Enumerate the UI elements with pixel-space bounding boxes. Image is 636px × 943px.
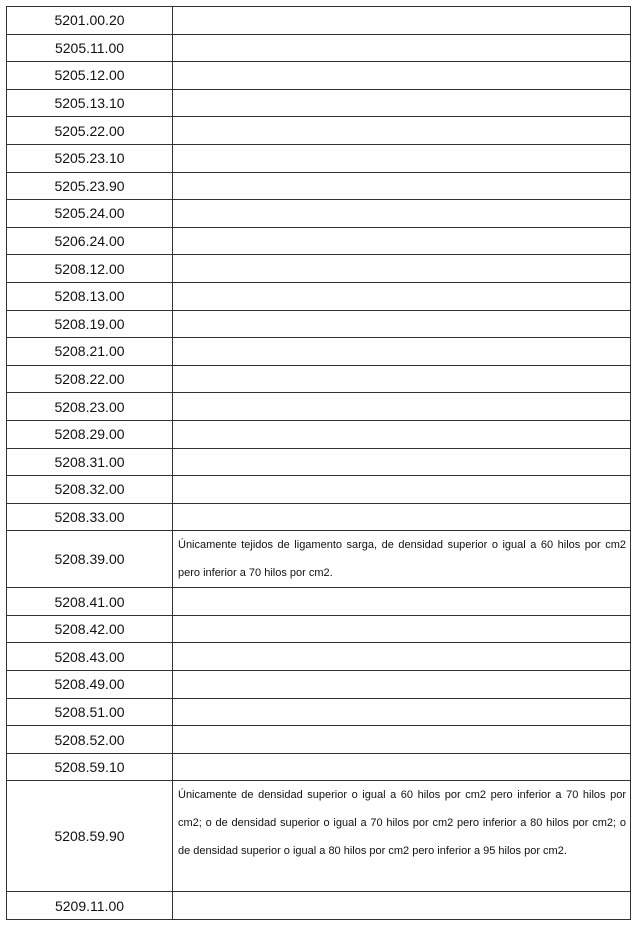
tariff-description: [173, 393, 631, 421]
table-row: [7, 393, 631, 421]
tariff-code: 5205.23.90: [7, 172, 173, 200]
table-row: [7, 89, 631, 117]
table-row: [7, 144, 631, 172]
tariff-description: [173, 117, 631, 145]
tariff-description: [173, 255, 631, 283]
tariff-code: 5208.13.00: [7, 282, 173, 310]
table-row: [7, 588, 631, 616]
table-row: [7, 615, 631, 643]
tariff-code: 5205.12.00: [7, 62, 173, 90]
tariff-description: [173, 643, 631, 671]
tariff-code: 5205.11.00: [7, 34, 173, 62]
table-row: [7, 310, 631, 338]
table-row: [7, 117, 631, 145]
table-row: [7, 255, 631, 283]
table-row: [7, 172, 631, 200]
tariff-description: [173, 615, 631, 643]
table-row: [7, 7, 631, 35]
tariff-code: 5208.22.00: [7, 365, 173, 393]
tariff-description: [173, 310, 631, 338]
tariff-description: Únicamente de densidad superior o igual a 60 hilos por cm2 pero inferior a 70 hilos por cm2; o de densidad superior o igual a 70 hilos por cm2 pero inferior a 80 hilos por cm2; o de densidad superior o igual a 80 hilos por cm2 pero inferior a 95 hilos por cm2.: [173, 781, 631, 892]
tariff-description: [173, 144, 631, 172]
table-row: [7, 892, 631, 920]
tariff-description: [173, 420, 631, 448]
table-row: [7, 282, 631, 310]
table-row: [7, 448, 631, 476]
tariff-description: [173, 726, 631, 754]
tariff-code: 5205.23.10: [7, 144, 173, 172]
table-body: [7, 7, 631, 920]
table-row: [7, 753, 631, 781]
tariff-code: 5205.13.10: [7, 89, 173, 117]
tariff-code: 5209.11.00: [7, 892, 173, 920]
tariff-description: [173, 34, 631, 62]
tariff-description: [173, 200, 631, 228]
tariff-description: Únicamente tejidos de ligamento sarga, de densidad superior o igual a 60 hilos por cm2 pero inferior a 70 hilos por cm2.: [173, 531, 631, 588]
tariff-code: 5208.43.00: [7, 643, 173, 671]
tariff-description: [173, 698, 631, 726]
table-row: [7, 34, 631, 62]
tariff-code: 5208.49.00: [7, 671, 173, 699]
tariff-description: [173, 671, 631, 699]
table-row: [7, 643, 631, 671]
tariff-code: 5208.52.00: [7, 726, 173, 754]
tariff-code: 5208.41.00: [7, 588, 173, 616]
tariff-code: 5208.32.00: [7, 476, 173, 504]
tariff-code: 5208.39.00: [7, 531, 173, 588]
table-row: [7, 338, 631, 366]
table-row: [7, 531, 631, 588]
tariff-code: 5201.00.20: [7, 7, 173, 35]
tariff-code-table: [6, 6, 631, 920]
tariff-code: 5208.12.00: [7, 255, 173, 283]
tariff-code: 5205.22.00: [7, 117, 173, 145]
tariff-code: 5208.51.00: [7, 698, 173, 726]
table-row: [7, 781, 631, 892]
tariff-code: 5208.19.00: [7, 310, 173, 338]
tariff-code: 5208.33.00: [7, 503, 173, 531]
tariff-description: [173, 476, 631, 504]
tariff-description: [173, 172, 631, 200]
tariff-code: 5208.31.00: [7, 448, 173, 476]
tariff-description: [173, 365, 631, 393]
table-row: [7, 365, 631, 393]
tariff-code: 5208.21.00: [7, 338, 173, 366]
tariff-description: [173, 338, 631, 366]
table-row: [7, 62, 631, 90]
table-row: [7, 420, 631, 448]
table-row: [7, 671, 631, 699]
table-row: [7, 503, 631, 531]
tariff-code: 5208.59.90: [7, 781, 173, 892]
table-row: [7, 726, 631, 754]
tariff-description: [173, 448, 631, 476]
tariff-description: [173, 588, 631, 616]
table-row: [7, 698, 631, 726]
tariff-code: 5205.24.00: [7, 200, 173, 228]
tariff-description: [173, 753, 631, 781]
tariff-description: [173, 503, 631, 531]
tariff-description: [173, 7, 631, 35]
tariff-description: [173, 892, 631, 920]
tariff-code: 5208.59.10: [7, 753, 173, 781]
tariff-code: 5208.23.00: [7, 393, 173, 421]
tariff-code: 5208.42.00: [7, 615, 173, 643]
tariff-description: [173, 89, 631, 117]
table-row: [7, 476, 631, 504]
tariff-code: 5206.24.00: [7, 227, 173, 255]
tariff-description: [173, 227, 631, 255]
tariff-description: [173, 282, 631, 310]
table-row: [7, 200, 631, 228]
table-row: [7, 227, 631, 255]
tariff-description: [173, 62, 631, 90]
tariff-code: 5208.29.00: [7, 420, 173, 448]
